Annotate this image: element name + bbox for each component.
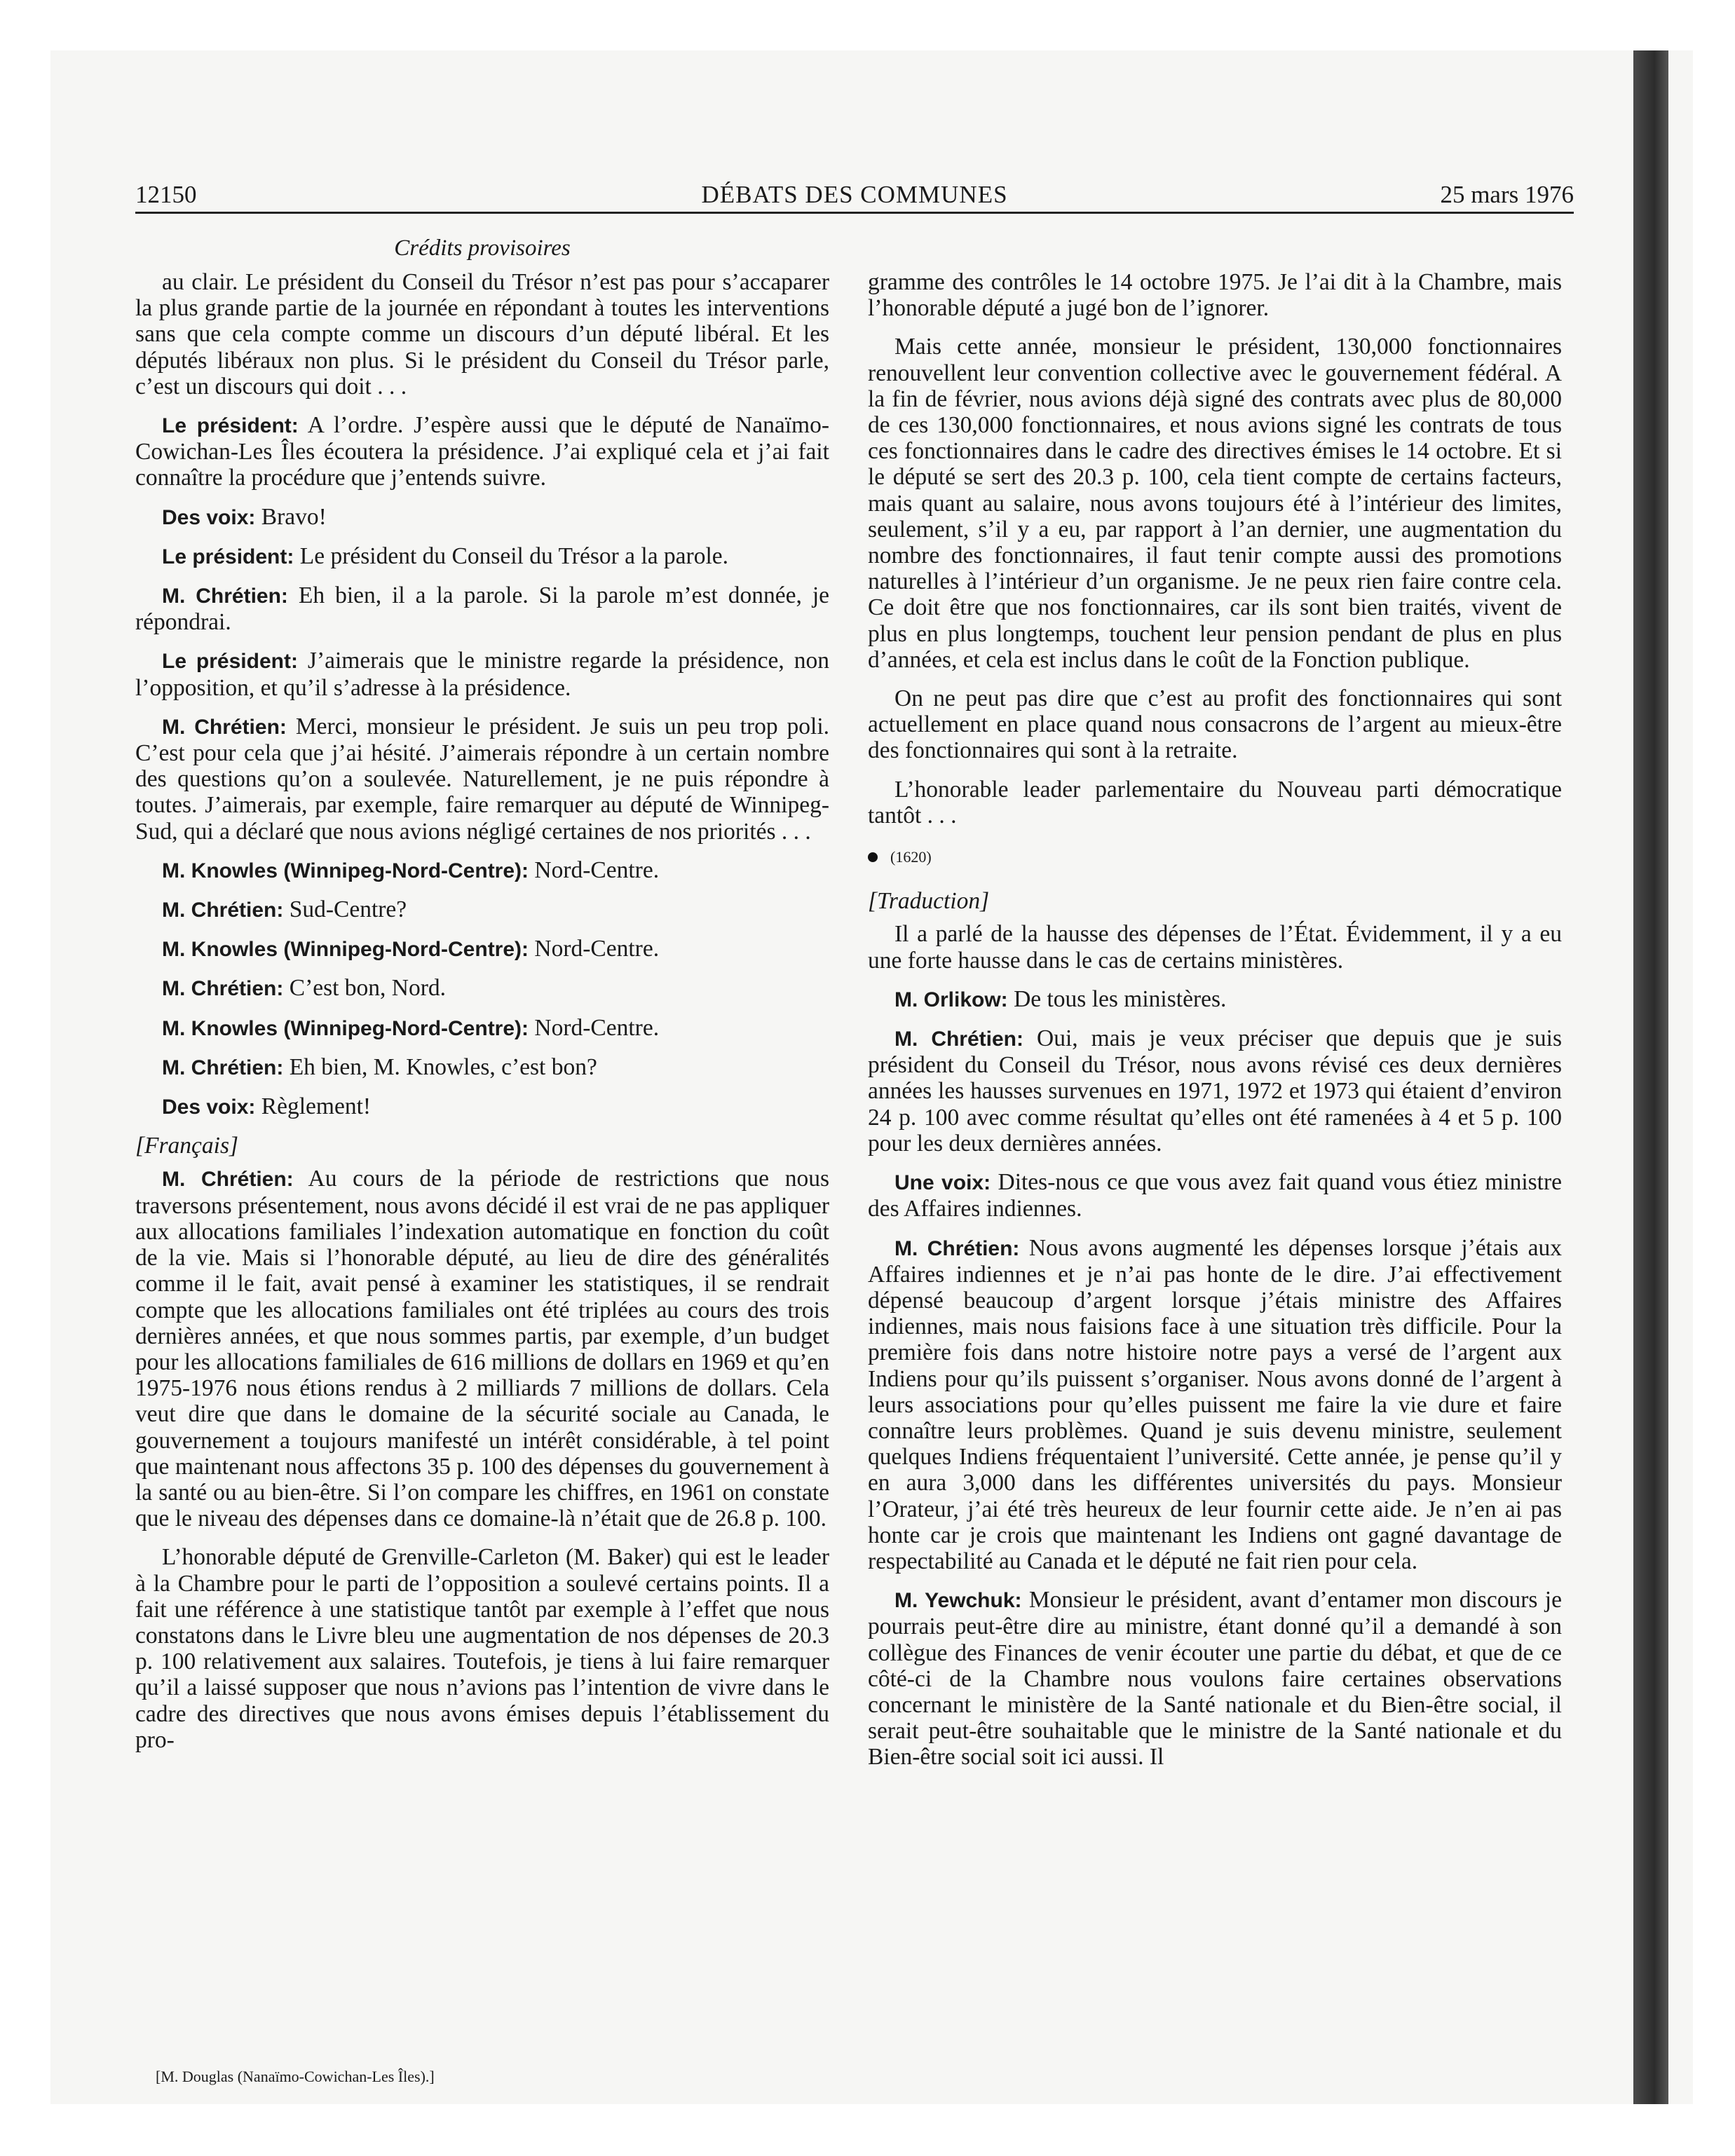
paragraph-text: Nord-Centre. <box>534 1014 660 1041</box>
scan-edge-shadow <box>1633 50 1668 2104</box>
paragraph <box>868 1587 1562 1770</box>
paragraph-text: Monsieur le président, avant d’entamer mon discours je pourrais peut-être dire au ministre, étant donné qu’il a demandé à son collègue des Finances de venir écouter une partie du débat, et que de ce côté-ci de la Chambre nous voulons faire certaines observations concernant le ministère de la Santé nationale et du Bien-être social, il serait peut-être souhaitable que le ministre de la Santé nationale et du Bien-être social soit ici aussi. Il <box>868 1587 1562 1770</box>
speaker-name: M. Knowles (Winnipeg-Nord-Centre): <box>162 859 529 882</box>
publication-title: DÉBATS DES COMMUNES <box>701 181 1008 208</box>
paragraph-text: On ne peut pas dire que c’est au profit des fonctionnaires qui sont actuellement en place quand nous consacrons de l’argent au mieux-être des fonctionnaires qui sont à la retraite. <box>868 685 1562 764</box>
paragraph <box>135 857 829 884</box>
paragraph-text: Nord-Centre. <box>534 936 660 962</box>
paragraph-text: Au cours de la période de restrictions que nous traversons présentement, nous avons décidé il est vrai de ne pas appliquer aux allocations familiales l’indexation automatique en fonction du coût de la vie. Mais si l’honorable député, au lieu de dire des généralités comme il le fait, avait pensé à examiner les statistiques, il se rendrait compte que les allocations familiales ont été triplées au cours des trois dernières années, et que nous sommes partis, par exemple, d’un budget pour les allocations familiales de 616 millions de dollars en 1969 et qu’en 1975-1976 nous étions rendus à 2 milliards 7 millions de dollars. Cela veut dire que dans le domaine de la sécurité sociale au Canada, le gouvernement a toujours manifesté un intérêt considérable, à tel point que maintenant nous affectons 35 p. 100 des dépenses du gouvernement à la santé ou au bien-être. Si l’on compare les chiffres, en 1961 on constate que le niveau des dépenses dans ce domaine-là n’était que de 26.8 p. 100. <box>135 1166 829 1532</box>
paragraph <box>868 777 1562 828</box>
speaker-name: M. Chrétien: <box>894 1028 1023 1051</box>
right-column <box>868 269 1562 1783</box>
header-rule <box>135 212 1574 214</box>
speaker-name: M. Chrétien: <box>162 715 287 739</box>
paragraph-text: De tous les ministères. <box>1014 985 1227 1012</box>
speaker-name: Le président: <box>162 414 299 438</box>
paragraph <box>135 269 829 400</box>
paragraph-text: L’honorable député de Grenville-Carleton (M. Baker) qui est le leader à la Chambre pour le parti de l’opposition a soulevé certains points. Il a fait une référence à une statistique tantôt par exemple à l’effet que nous constatons dans le Livre bleu une augmentation de nos dépenses de 20.3 p. 100 relativement aux salaires. Toutefois, je tiens à lui faire remarquer qu’il a laissé supposer que nous n’avions pas l’intention de vivre dans le cadre des directives que nous avons émises depuis l’établissement du pro- <box>135 1544 829 1753</box>
paragraph-text: Il a parlé de la hausse des dépenses de l’État. Évidemment, il y a eu une forte hausse dans le cas de certains ministères. <box>868 921 1562 974</box>
paragraph-text: Eh bien, il a la parole. Si la parole m’est donnée, je répondrai. <box>135 582 829 636</box>
left-column <box>135 269 829 1766</box>
paragraph <box>868 986 1562 1013</box>
page-number: 12150 <box>135 181 197 208</box>
speaker-name: M. Chrétien: <box>162 977 284 1001</box>
paragraph-text: Bravo! <box>261 503 327 530</box>
paragraph <box>135 936 829 962</box>
paragraph-text: C’est bon, Nord. <box>289 975 447 1002</box>
paragraph-text: Nord-Centre. <box>534 857 660 883</box>
paragraph <box>135 648 829 700</box>
language-marker: [Traduction] <box>868 888 990 915</box>
paragraph <box>135 714 829 845</box>
speaker-name: M. Chrétien: <box>162 1168 294 1192</box>
paragraph <box>135 1544 829 1753</box>
paragraph <box>135 896 829 923</box>
language-marker: [Français] <box>135 1133 239 1159</box>
time-marker <box>868 844 1562 870</box>
paragraph <box>868 685 1562 764</box>
speaker-name: M. Orlikow: <box>894 988 1008 1011</box>
paragraph <box>135 543 829 570</box>
speaker-name: M. Chrétien: <box>894 1236 1020 1260</box>
issue-date: 25 mars 1976 <box>1440 181 1574 208</box>
speaker-name: Des voix: <box>162 1096 256 1119</box>
speaker-name: Le président: <box>162 545 294 568</box>
paragraph <box>135 1015 829 1042</box>
time-marker-label: (1620) <box>890 848 932 866</box>
speaker-name: M. Knowles (Winnipeg-Nord-Centre): <box>162 1016 529 1040</box>
speaker-name: Le président: <box>162 650 298 674</box>
paragraph-text: Oui, mais je veux préciser que depuis que je suis président du Conseil du Trésor, nous avons révisé ces deux dernières années les hausses survenues en 1971, 1972 et 1973 qui étaient d’environ 24 p. 100 avec comme résultat qu’elles ont été ramenées à 4 et 5 p. 100 pour les deux dernières années. <box>868 1025 1562 1157</box>
paragraph-text: A l’ordre. J’espère aussi que le député de Nanaïmo-Cowichan-Les Îles écoutera la présidence. J’ai expliqué cela et j’ai fait connaître la procédure que j’entends suivre. <box>135 412 829 491</box>
paragraph <box>135 975 829 1002</box>
paragraph-text: Dites-nous ce que vous avez fait quand vous étiez ministre des Affaires indiennes. <box>868 1169 1562 1222</box>
paragraph-text: Le président du Conseil du Trésor a la parole. <box>299 543 729 569</box>
speaker-name: M. Chrétien: <box>162 899 284 922</box>
paragraph-text: Sud-Centre? <box>289 896 407 923</box>
speaker-name: Des voix: <box>162 505 256 529</box>
paragraph <box>868 269 1562 321</box>
paragraph-text: Mais cette année, monsieur le président, 130,000 fonctionnaires renouvellent leur convention collective avec le gouvernement fédéral. A la fin de février, nous avions déjà signé des contrats avec plus de 80,000 de ces 130,000 fonctionnaires, et nous avions signé les contrats de tous ces fonctionnaires dans le cadre des directives émises le 14 octobre. Et si le député se sert des 20.3 p. 100, cela tient compte de certains facteurs, mais quant au salaire, nous avons toujours été à l’intérieur des limites, seulement, s’il y a eu, par rapport à l’an dernier, une augmentation du nombre des fonctionnaires, il faut tenir compte aussi des promotions naturelles à l’intérieur d’un organisme. Je ne peux rien faire contre cela. Ce doit être que nos fonctionnaires, car ils sont bien traités, vivent de plus en plus longtemps, touchent leur pension pendant de plus en plus d’années, et cela est inclus dans le coût de la Fonction publique. <box>868 334 1562 673</box>
speaker-name: M. Chrétien: <box>162 585 288 608</box>
speaker-name: M. Yewchuk: <box>894 1589 1022 1613</box>
paragraph <box>868 921 1562 973</box>
paragraph-text: gramme des contrôles le 14 octobre 1975. Je l’ai dit à la Chambre, mais l’honorable député a jugé bon de l’ignorer. <box>868 269 1562 322</box>
paragraph-text: L’honorable leader parlementaire du Nouveau parti démocratique tantôt . . . <box>868 776 1562 828</box>
paragraph <box>135 504 829 531</box>
paragraph <box>135 1093 829 1120</box>
paragraph-text: Eh bien, M. Knowles, c’est bon? <box>289 1053 597 1080</box>
paragraph-text: Règlement! <box>261 1093 372 1120</box>
page-header <box>135 179 1574 210</box>
paragraph-text: Merci, monsieur le président. Je suis un peu trop poli. C’est pour cela que j’ai hésité. J’aimerais répondre à un certain nombre des questions qu’on a soulevée. Naturellement, je ne puis répondre à toutes. J’aimerais, par exemple, faire remarquer au député de Winnipeg-Sud, qui a déclaré que nous avions négligé certaines de nos priorités . . . <box>135 713 829 845</box>
paragraph <box>868 1169 1562 1222</box>
running-head: Crédits provisoires <box>394 236 571 261</box>
footnote: [M. Douglas (Nanaïmo-Cowichan-Les Îles).] <box>156 2068 435 2085</box>
bullet-icon <box>868 852 878 862</box>
speaker-name: M. Knowles (Winnipeg-Nord-Centre): <box>162 938 529 962</box>
paragraph <box>135 1054 829 1081</box>
paragraph-text: J’aimerais que le ministre regarde la présidence, non l’opposition, et qu’il s’adresse à la présidence. <box>135 648 829 701</box>
paragraph-text: au clair. Le président du Conseil du Trésor n’est pas pour s’accaparer la plus grande partie de la journée en répondant à toutes les interventions sans que cela compte comme un discours d’un député libéral. Et les députés libéraux non plus. Si le président du Conseil du Trésor parle, c’est un discours qui doit . . . <box>135 269 829 400</box>
speaker-name: M. Chrétien: <box>162 1056 284 1079</box>
paragraph <box>135 1166 829 1531</box>
paragraph <box>135 582 829 635</box>
paragraph <box>868 1235 1562 1575</box>
paragraph <box>868 1025 1562 1157</box>
paragraph <box>868 334 1562 673</box>
speaker-name: Une voix: <box>894 1171 991 1195</box>
paragraph-text: Nous avons augmenté les dépenses lorsque j’étais aux Affaires indiennes et je n’ai pas honte de le dire. J’ai effectivement dépensé beaucoup d’argent lorsque j’étais ministre des Affaires indiennes, mais nous faisions face à une situation très difficile. Pour la première fois dans notre histoire notre pays a versé de l’argent aux Indiens pour qu’ils puissent s’organiser. Nous avons donné de l’argent à leurs associations pour qu’elles puissent me faire la vie dure et faire connaître leurs problèmes. Quand je suis devenu ministre, seulement quelques Indiens fréquentaient l’université. Cette année, je pense qu’il y en aura 3,000 dans les différentes universités du pays. Monsieur l’Orateur, j’ai été très heureux de leur fournir cette aide. Je n’en ai pas honte car je crois que maintenant les Indiens ont gagné davantage de respectabilité au Canada et le député ne fait rien pour cela. <box>868 1234 1562 1574</box>
paragraph <box>135 412 829 491</box>
